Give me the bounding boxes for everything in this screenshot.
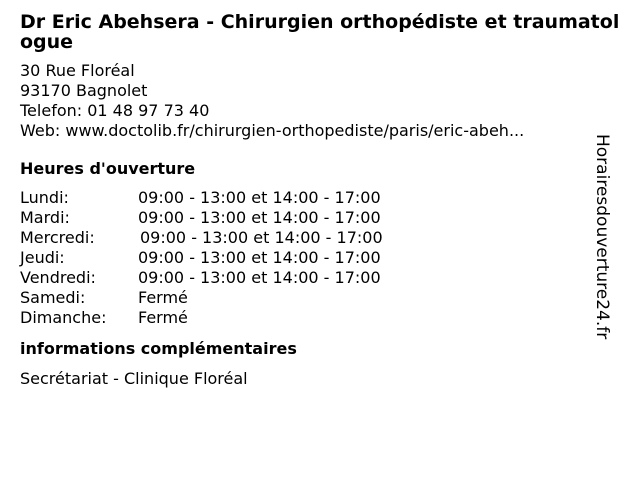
hours-row-lundi xyxy=(20,188,620,208)
day-label: Mardi: xyxy=(20,208,70,227)
hours-row-samedi xyxy=(20,288,620,308)
city-postcode: 93170 Bagnolet xyxy=(20,81,148,100)
day-label: Samedi: xyxy=(20,288,86,307)
page-title: Dr Eric Abehsera - Chirurgien orthopédiste et traumatologue xyxy=(20,11,620,53)
hours-row-mercredi xyxy=(20,228,620,248)
hours-row-dimanche xyxy=(20,308,620,328)
day-label: Lundi: xyxy=(20,188,69,207)
hours-row-jeudi xyxy=(20,248,620,268)
hours-table xyxy=(20,188,620,328)
info-heading: informations complémentaires xyxy=(20,339,297,358)
day-label: Jeudi: xyxy=(20,248,65,267)
time-range: 09:00 - 13:00 et 14:00 - 17:00 xyxy=(138,208,381,227)
time-range: 09:00 - 13:00 et 14:00 - 17:00 xyxy=(138,268,381,287)
time-range: 09:00 - 13:00 et 14:00 - 17:00 xyxy=(138,248,381,267)
day-label: Dimanche: xyxy=(20,308,107,327)
info-text: Secrétariat - Clinique Floréal xyxy=(20,369,248,388)
brand-watermark: Horairesdouverture24.fr xyxy=(592,134,612,340)
business-card xyxy=(20,12,620,389)
time-range: Fermé xyxy=(138,288,188,307)
day-label: Vendredi: xyxy=(20,268,96,287)
hours-row-mardi xyxy=(20,208,620,228)
time-range: 09:00 - 13:00 et 14:00 - 17:00 xyxy=(138,188,381,207)
hours-heading: Heures d'ouverture xyxy=(20,159,196,178)
hours-row-vendredi xyxy=(20,268,620,288)
time-range: 09:00 - 13:00 et 14:00 - 17:00 xyxy=(140,228,383,247)
day-label: Mercredi: xyxy=(20,228,95,247)
street-address: 30 Rue Floréal xyxy=(20,61,135,80)
address-block xyxy=(20,61,620,141)
time-range: Fermé xyxy=(138,308,188,327)
phone-number: Telefon: 01 48 97 73 40 xyxy=(20,101,210,120)
website-link: Web: www.doctolib.fr/chirurgien-orthopediste/paris/eric-abeh... xyxy=(20,121,525,140)
